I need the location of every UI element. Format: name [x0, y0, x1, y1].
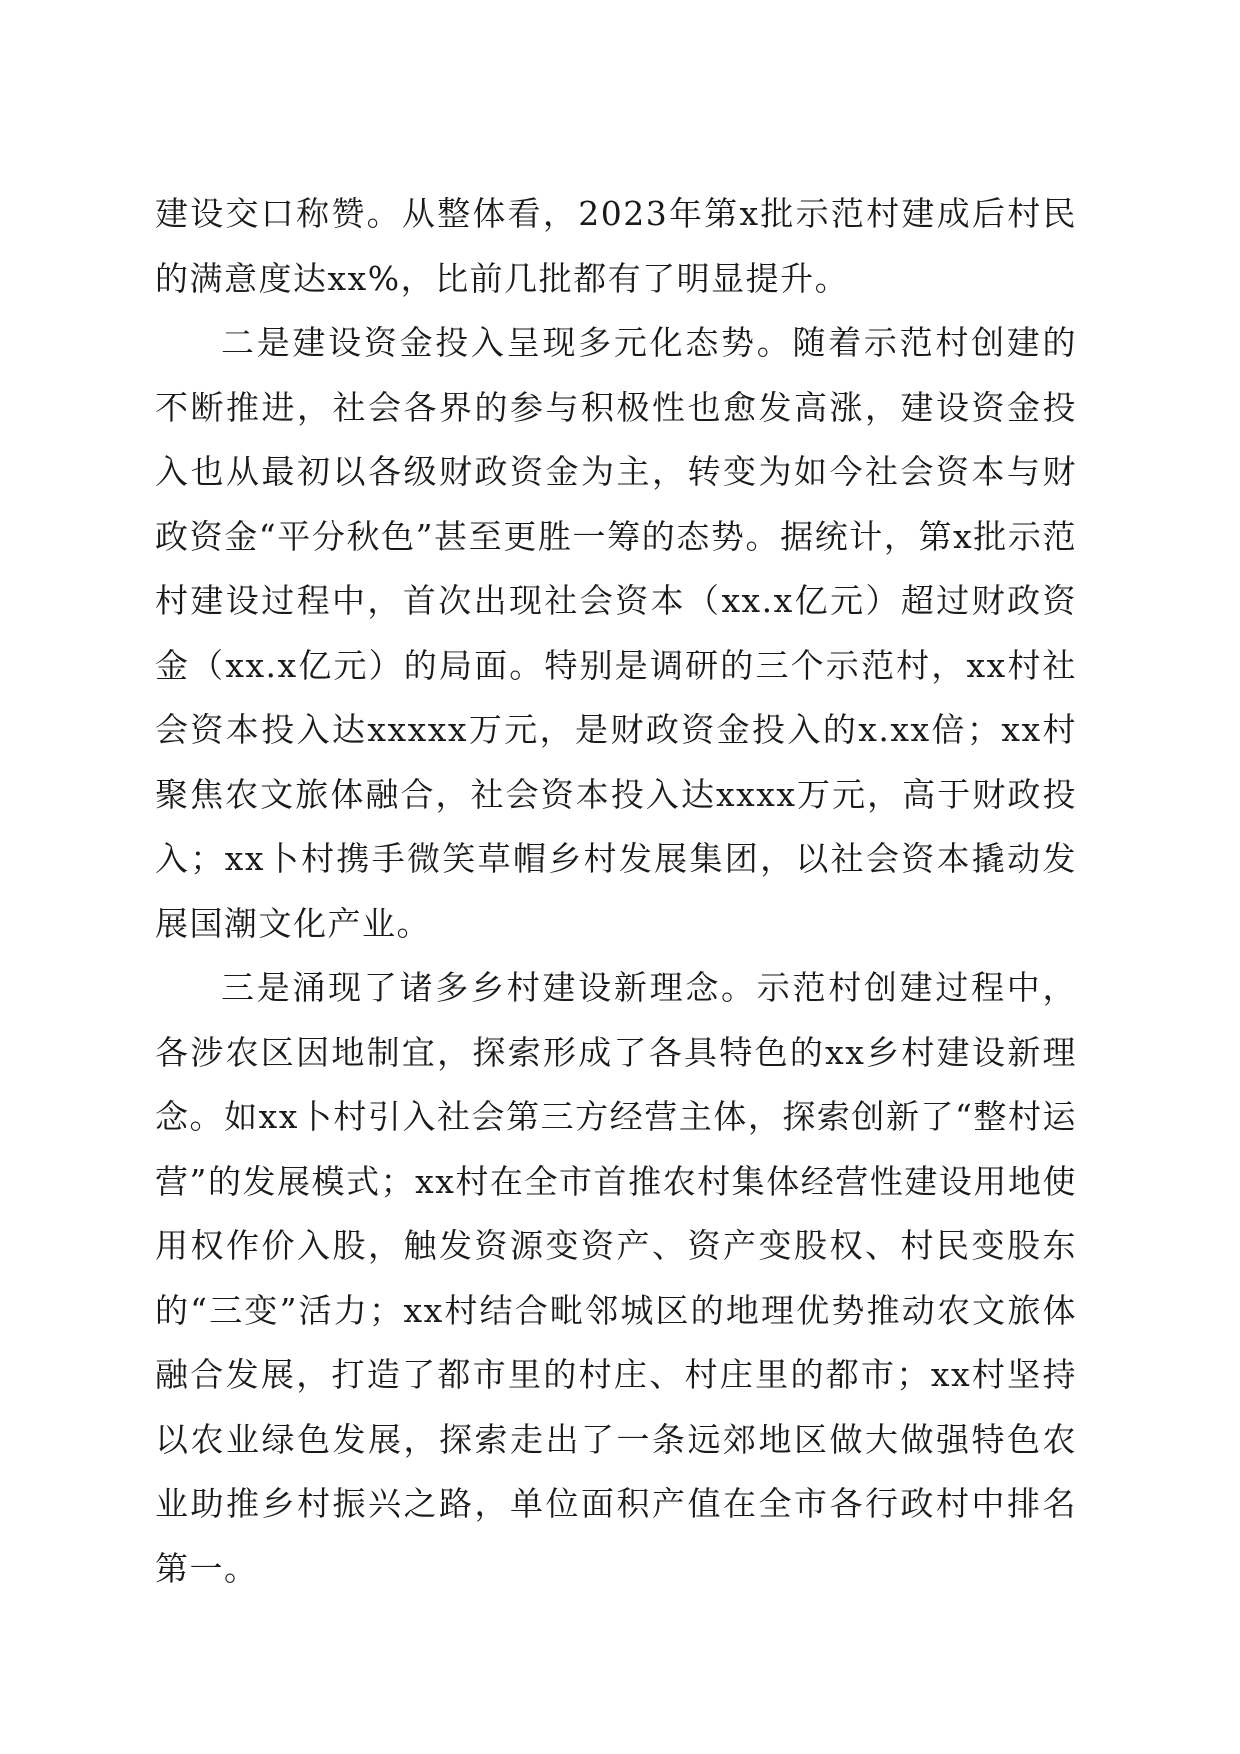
- paragraph-1: 建设交口称赞。从整体看，2023年第x批示范村建成后村民的满意度达xx%，比前几批都有了明显提升。: [155, 194, 1077, 298]
- document-body: [155, 182, 1077, 1601]
- paragraph-2: 二是建设资金投入呈现多元化态势。随着示范村创建的不断推进，社会各界的参与积极性也愈发高涨，建设资金投入也从最初以各级财政资金为主，转变为如今社会资本与财政资金“平分秋色”甚至更胜一筹的态势。据统计，第x批示范村建设过程中，首次出现社会资本（xx.x亿元）超过财政资金（xx.x亿元）的局面。特别是调研的三个示范村，xx村社会资本投入达xxxxx万元，是财政资金投入的x.xx倍；xx村聚焦农文旅体融合，社会资本投入达xxxx万元，高于财政投入；xx卜村携手微笑草帽乡村发展集团，以社会资本撬动发展国潮文化产业。: [155, 323, 1077, 943]
- paragraph-3: 三是涌现了诸多乡村建设新理念。示范村创建过程中，各涉农区因地制宜，探索形成了各具特色的xx乡村建设新理念。如xx卜村引入社会第三方经营主体，探索创新了“整村运营”的发展模式；xx村在全市首推农村集体经营性建设用地使用权作价入股，触发资源变资产、资产变股权、村民变股东的“三变”活力；xx村结合毗邻城区的地理优势推动农文旅体融合发展，打造了都市里的村庄、村庄里的都市；xx村坚持以农业绿色发展，探索走出了一条远郊地区做大做强特色农业助推乡村振兴之路，单位面积产值在全市各行政村中排名第一。: [155, 968, 1077, 1588]
